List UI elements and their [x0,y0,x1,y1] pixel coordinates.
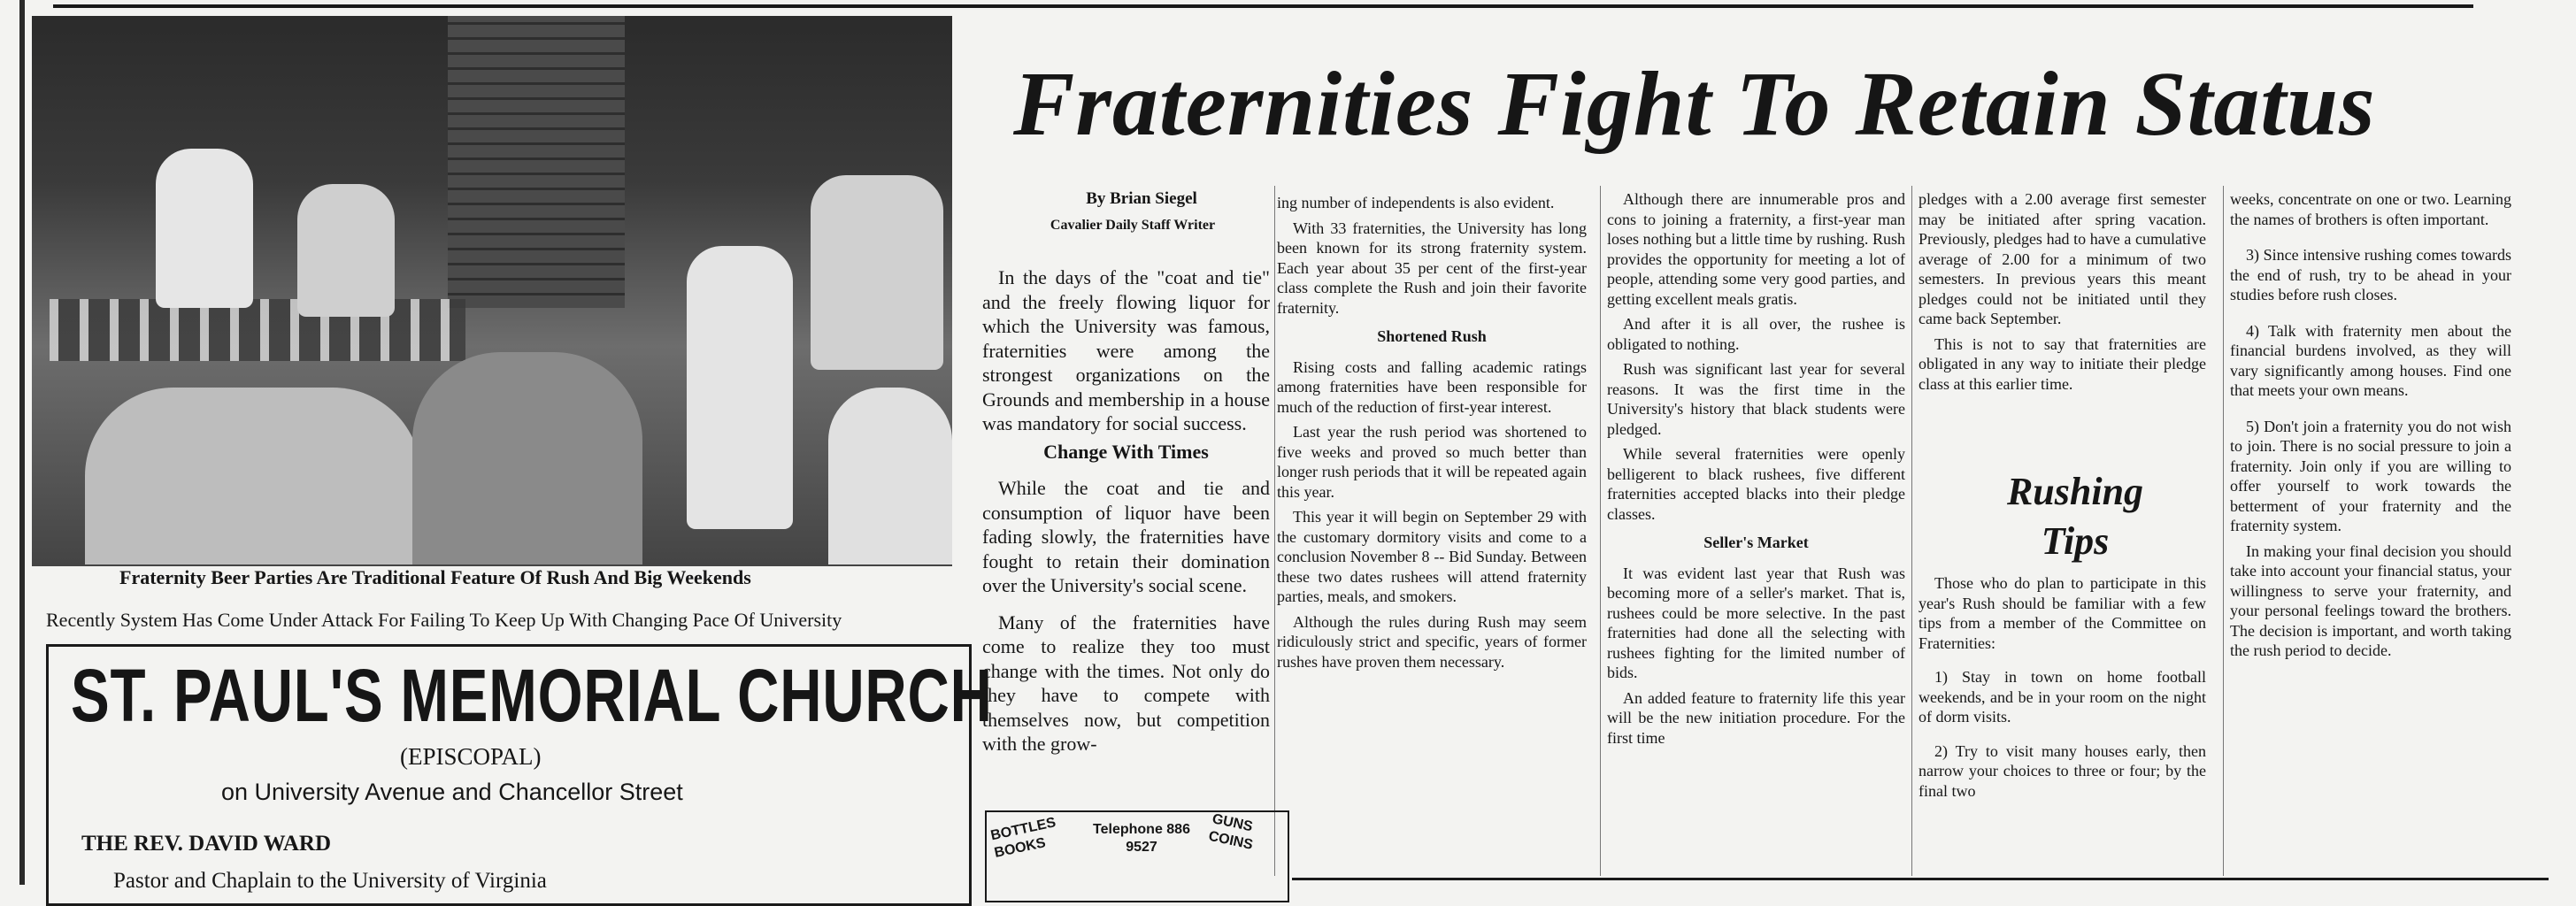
paragraph: This is not to say that fraternities are obligated in any way to initiate their pledge class at this earlier time. [1919,334,2206,393]
mini-ad-middle: Telephone 886 9527 [1093,822,1190,855]
paragraph: 4) Talk with fraternity men about the financial burdens involved, as they will vary significantly among houses. Find one that meets your own means. [2230,321,2511,399]
byline-role: Cavalier Daily Staff Writer [1050,218,1216,233]
paragraph: Those who do plan to participate in this year's Rush should be familiar with a few tips from a member of the Committee on Fraternities: [1919,574,2206,652]
paragraph: Many of the fraternities have come to realize they too must change with the times. Not only do they have to compete with themselves now, but competition with the grow- [982,610,1270,755]
column-rule-3 [1911,186,1912,876]
paragraph: Rush was significant last year for several reasons. It was the first time in the University's history that black students were pledged. [1607,360,1905,438]
photo-crowd-1 [156,149,253,308]
paragraph: 5) Don't join a fraternity you do not wish to join. There is no social pressure to join a fraternity. Join only if you are willing to offer yourself to work towards the betterment of your fraternity and the fraternity system. [2230,417,2511,534]
paragraph: In the days of the "coat and tie" and the freely flowing liquor for which the University was famous, fraternities were among the strongest organizations on the Grounds and membership in a house was mandatory for social success. [982,266,1270,434]
photo-crowd-4 [811,175,943,370]
paragraph: An added feature to fraternity life this year will be the new initiation procedure. For the first time [1607,688,1905,747]
subhead-change-with-times: Change With Times [1043,440,1209,463]
article-column-4 [1919,189,2206,399]
headline: Fraternities Fight To Retain Status [1013,53,2376,155]
photo-crowd-6 [412,352,642,564]
paragraph: With 33 fraternities, the University has long been known for its strong fraternity system. Each year about 35 per cent of the first-year class complete the Rush and join their favorite fraternity. [1277,219,1587,317]
byline: By Brian Siegel [1086,189,1197,208]
paragraph: Although the rules during Rush may seem ridiculously strict and specific, years of former rushes have proven them necessary. [1277,612,1587,671]
paragraph: pledges with a 2.00 average first semester may be initiated after spring vacation. Previously, pledges had to have a cumulative average of 2.00 for a minimum of two semesters. In previous years this meant pledges could not be initiated until they came back September. [1919,190,2206,327]
paragraph: 2) Try to visit many houses early, then narrow your choices to three or four; by the final two [1919,741,2206,800]
photo-crowd-5 [85,388,421,564]
photo-brick-wall [448,16,625,308]
church-ad-pastor: Pastor and Chaplain to the University of Virginia [113,869,547,893]
top-rule [53,4,2473,8]
bottles-books-ad [985,810,1289,902]
paragraph: weeks, concentrate on one or two. Learning the names of brothers is often important. [2230,190,2511,228]
photo-crowd-7 [828,388,952,564]
paragraph: Rising costs and falling academic ratings among fraternities have been responsible for much of the reduction of first-year interest. [1277,357,1587,416]
paragraph: It was evident last year that Rush was becoming more of a seller's market. That is, rushees could be more selective. In the past fraternities had done all the selecting with rushees fighting for the limited number of bids. [1607,564,1905,681]
article-column-4-tips [1919,573,2206,806]
church-ad-denomination: (EPISCOPAL) [400,743,542,770]
article-column-3 [1607,189,1905,753]
photo-caption-2: Recently System Has Come Under Attack For Failing To Keep Up With Changing Pace Of University [46,609,842,631]
paragraph: ing number of independents is also evident. [1277,194,1555,211]
mini-ad-left: BOTTLES BOOKS [989,815,1057,861]
photo-crowd-3 [687,246,793,529]
paragraph: And after it is all over, the rushee is obligated to nothing. [1607,315,1905,353]
article-column-1 [982,265,1270,769]
paragraph: 3) Since intensive rushing comes towards the end of rush, try to be ahead in your studies before rush closes. [2230,246,2511,303]
paragraph: While several fraternities were openly belligerent to black rushees, five different fraternities accepted blacks into their pledge classes. [1607,445,1905,523]
article-column-2 [1277,193,1587,677]
rushing-tips-heading-line-2: Tips [2041,519,2110,563]
article-column-5 [2230,189,2511,666]
subhead-shortened-rush: Shortened Rush [1377,327,1487,345]
paragraph: Although there are innumerable pros and cons to joining a fraternity, a first-year man loses nothing but a little time by rushing. Rush provides the opportunity for meeting a lot of people, attending some very good parties, and getting excellent meals gratis. [1607,190,1905,308]
party-photo [32,16,952,566]
paragraph: This year it will begin on September 29 with the customary dormitory visits and come to a conclusion November 8 -- Bid Sunday. Between these two dates rushees will attend fraternity parties, meals, and smokers. [1277,508,1587,605]
rushing-tips-heading-line-1: Rushing [2006,470,2144,513]
subhead-sellers-market: Seller's Market [1703,534,1809,551]
bottom-rule [1292,878,2549,880]
column-rule-2 [1600,186,1601,876]
photo-crowd-2 [297,184,395,317]
church-ad-title: ST. PAUL'S MEMORIAL CHURCH [71,654,993,737]
paragraph: In making your final decision you should take into account your financial status, your willingness to serve your fraternity, and your personal feelings toward the brothers. The decision is important, and worth taking the rush period to decide. [2230,541,2511,659]
photo-caption-1: Fraternity Beer Parties Are Traditional Feature Of Rush And Big Weekends [119,566,751,588]
paragraph: 1) Stay in town on home football weekends, and be in your room on the night of dorm visits. [1919,668,2206,726]
left-page-edge [19,0,25,885]
church-ad-address: on University Avenue and Chancellor Street [221,779,683,805]
column-rule-1 [1274,186,1275,876]
mini-ad-right: GUNS COINS [1207,811,1255,853]
church-ad-rev: THE REV. DAVID WARD [81,832,332,856]
photo-porch-railing [50,299,465,361]
column-rule-4 [2223,186,2224,876]
rushing-tips-heading [1978,467,2172,566]
paragraph: While the coat and tie and consumption of liquor have been fading slowly, the fraternities have fought to retain their domination over the University's social scene. [982,477,1270,596]
paragraph: Last year the rush period was shortened to five weeks and proved so much better than longer rush periods that it will be repeated again this year. [1277,423,1587,501]
